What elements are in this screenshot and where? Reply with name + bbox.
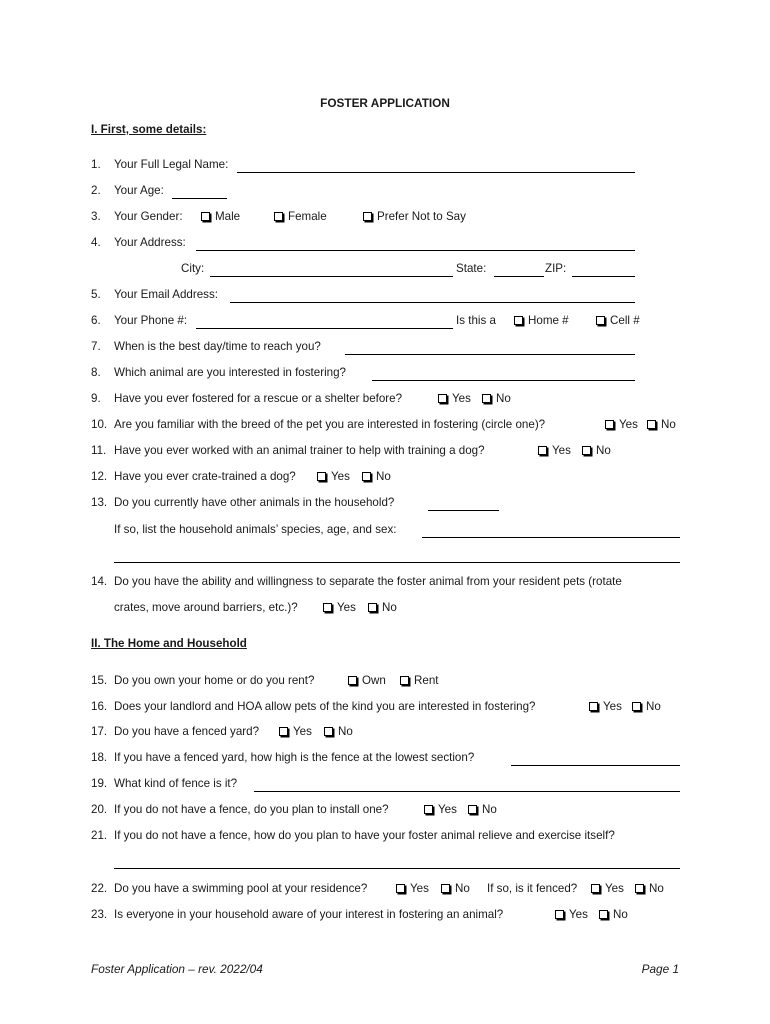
phone-home-option[interactable]: Home # bbox=[514, 314, 569, 327]
q22-label: Do you have a swimming pool at your residence? bbox=[114, 882, 368, 895]
q10-yes-option[interactable]: Yes bbox=[605, 418, 638, 431]
checkbox-icon bbox=[324, 727, 333, 736]
email-field[interactable] bbox=[230, 302, 635, 303]
relief-plan-field[interactable] bbox=[114, 868, 680, 869]
q20-number: 20. bbox=[91, 803, 108, 816]
checkbox-icon bbox=[605, 420, 614, 429]
q14-no-option[interactable]: No bbox=[368, 601, 397, 614]
q17-number: 17. bbox=[91, 725, 108, 738]
footer-page-number: Page 1 bbox=[641, 962, 679, 976]
q17-yes-option[interactable]: Yes bbox=[279, 725, 312, 738]
q14-number: 14. bbox=[91, 575, 108, 588]
q20-label: If you do not have a fence, do you plan to install one? bbox=[114, 803, 389, 816]
checkbox-icon bbox=[589, 702, 598, 711]
q21-number: 21. bbox=[91, 829, 108, 842]
checkbox-icon bbox=[591, 884, 600, 893]
checkbox-icon bbox=[468, 805, 477, 814]
q14-yes-option[interactable]: Yes bbox=[323, 601, 356, 614]
zip-field[interactable] bbox=[572, 276, 635, 277]
q16-yes-option[interactable]: Yes bbox=[589, 700, 622, 713]
household-animals-field-line2[interactable] bbox=[114, 562, 680, 563]
q9-label: Have you ever fostered for a rescue or a shelter before? bbox=[114, 392, 403, 405]
checkbox-icon bbox=[279, 727, 288, 736]
other-animals-field[interactable] bbox=[428, 510, 499, 511]
checkbox-icon bbox=[400, 676, 409, 685]
checkbox-icon bbox=[647, 420, 656, 429]
q3-label: Your Gender: bbox=[114, 210, 183, 223]
phone-type-label: Is this a bbox=[456, 314, 496, 327]
animal-interest-field[interactable] bbox=[372, 380, 635, 381]
q16-number: 16. bbox=[91, 700, 108, 713]
q1-label: Your Full Legal Name: bbox=[114, 158, 229, 171]
q15-own-option[interactable]: Own bbox=[348, 674, 386, 687]
q7-number: 7. bbox=[91, 340, 101, 353]
checkbox-icon bbox=[514, 316, 523, 325]
checkbox-icon bbox=[441, 884, 450, 893]
fence-height-field[interactable] bbox=[511, 765, 680, 766]
q23-no-option[interactable]: No bbox=[599, 908, 628, 921]
q1-number: 1. bbox=[91, 158, 101, 171]
q17-no-option[interactable]: No bbox=[324, 725, 353, 738]
q8-label: Which animal are you interested in fostering? bbox=[114, 366, 346, 379]
q2-number: 2. bbox=[91, 184, 101, 197]
footer-revision: Foster Application – rev. 2022/04 bbox=[91, 962, 263, 976]
city-field[interactable] bbox=[210, 276, 453, 277]
q12-no-option[interactable]: No bbox=[362, 470, 391, 483]
q22-number: 22. bbox=[91, 882, 108, 895]
full-name-field[interactable] bbox=[237, 172, 635, 173]
q22-fenced-label: If so, is it fenced? bbox=[487, 882, 578, 895]
checkbox-icon bbox=[599, 910, 608, 919]
q19-number: 19. bbox=[91, 777, 108, 790]
phone-field[interactable] bbox=[196, 328, 453, 329]
q13-number: 13. bbox=[91, 496, 108, 509]
q2-label: Your Age: bbox=[114, 184, 164, 197]
gender-male-option[interactable]: Male bbox=[201, 210, 240, 223]
q11-no-option[interactable]: No bbox=[582, 444, 611, 457]
q9-yes-option[interactable]: Yes bbox=[438, 392, 471, 405]
fence-kind-field[interactable] bbox=[254, 791, 680, 792]
household-animals-field[interactable] bbox=[422, 537, 680, 538]
q13-sub-label: If so, list the household animals’ species, age, and sex: bbox=[114, 523, 397, 536]
checkbox-icon bbox=[363, 212, 372, 221]
q12-yes-option[interactable]: Yes bbox=[317, 470, 350, 483]
q9-number: 9. bbox=[91, 392, 101, 405]
q19-label: What kind of fence is it? bbox=[114, 777, 238, 790]
q20-yes-option[interactable]: Yes bbox=[424, 803, 457, 816]
q17-label: Do you have a fenced yard? bbox=[114, 725, 260, 738]
checkbox-icon bbox=[317, 472, 326, 481]
checkbox-icon bbox=[368, 603, 377, 612]
q15-label: Do you own your home or do you rent? bbox=[114, 674, 315, 687]
q22-no-option[interactable]: No bbox=[441, 882, 470, 895]
q3-number: 3. bbox=[91, 210, 101, 223]
checkbox-icon bbox=[635, 884, 644, 893]
q11-label: Have you ever worked with an animal trainer to help with training a dog? bbox=[114, 444, 485, 457]
q12-label: Have you ever crate-trained a dog? bbox=[114, 470, 296, 483]
q16-no-option[interactable]: No bbox=[632, 700, 661, 713]
checkbox-icon bbox=[274, 212, 283, 221]
q7-label: When is the best day/time to reach you? bbox=[114, 340, 321, 353]
state-field[interactable] bbox=[494, 276, 544, 277]
q22-fenced-no-option[interactable]: No bbox=[635, 882, 664, 895]
gender-prefer-not-option[interactable]: Prefer Not to Say bbox=[363, 210, 466, 223]
best-time-field[interactable] bbox=[345, 354, 635, 355]
q10-number: 10. bbox=[91, 418, 108, 431]
section-heading-details: I. First, some details: bbox=[91, 123, 207, 136]
q14-label: Do you have the ability and willingness to separate the foster animal from your resident pets (rotate bbox=[114, 575, 622, 588]
form-title: FOSTER APPLICATION bbox=[320, 96, 450, 110]
q20-no-option[interactable]: No bbox=[468, 803, 497, 816]
q23-yes-option[interactable]: Yes bbox=[555, 908, 588, 921]
checkbox-icon bbox=[555, 910, 564, 919]
q15-rent-option[interactable]: Rent bbox=[400, 674, 439, 687]
q10-no-option[interactable]: No bbox=[647, 418, 676, 431]
checkbox-icon bbox=[438, 394, 447, 403]
q11-number: 11. bbox=[91, 444, 107, 457]
q10-label: Are you familiar with the breed of the pet you are interested in fostering (circle one)? bbox=[114, 418, 546, 431]
checkbox-icon bbox=[424, 805, 433, 814]
q5-number: 5. bbox=[91, 288, 101, 301]
q18-label: If you have a fenced yard, how high is the fence at the lowest section? bbox=[114, 751, 475, 764]
checkbox-icon bbox=[538, 446, 547, 455]
q5-label: Your Email Address: bbox=[114, 288, 218, 301]
q13-label: Do you currently have other animals in the household? bbox=[114, 496, 395, 509]
q15-number: 15. bbox=[91, 674, 108, 687]
q22-fenced-yes-option[interactable]: Yes bbox=[591, 882, 624, 895]
q22-yes-option[interactable]: Yes bbox=[396, 882, 429, 895]
checkbox-icon bbox=[632, 702, 641, 711]
q4-number: 4. bbox=[91, 236, 101, 249]
zip-label: ZIP: bbox=[545, 262, 567, 275]
age-field[interactable] bbox=[172, 198, 227, 199]
q23-number: 23. bbox=[91, 908, 108, 921]
q16-label: Does your landlord and HOA allow pets of the kind you are interested in fostering? bbox=[114, 700, 536, 713]
q4-label: Your Address: bbox=[114, 236, 186, 249]
q23-label: Is everyone in your household aware of your interest in fostering an animal? bbox=[114, 908, 504, 921]
city-label: City: bbox=[181, 262, 205, 275]
q8-number: 8. bbox=[91, 366, 101, 379]
checkbox-icon bbox=[596, 316, 605, 325]
checkbox-icon bbox=[482, 394, 491, 403]
section-heading-home: II. The Home and Household bbox=[91, 637, 247, 650]
checkbox-icon bbox=[348, 676, 357, 685]
checkbox-icon bbox=[396, 884, 405, 893]
state-label: State: bbox=[456, 262, 487, 275]
phone-cell-option[interactable]: Cell # bbox=[596, 314, 640, 327]
q12-number: 12. bbox=[91, 470, 108, 483]
checkbox-icon bbox=[362, 472, 371, 481]
q6-number: 6. bbox=[91, 314, 101, 327]
q14-label-line2: crates, move around barriers, etc.)? bbox=[114, 601, 298, 614]
checkbox-icon bbox=[201, 212, 210, 221]
q11-yes-option[interactable]: Yes bbox=[538, 444, 571, 457]
checkbox-icon bbox=[323, 603, 332, 612]
gender-female-option[interactable]: Female bbox=[274, 210, 327, 223]
q18-number: 18. bbox=[91, 751, 108, 764]
q21-label: If you do not have a fence, how do you plan to have your foster animal relieve and exercise itself? bbox=[114, 829, 615, 842]
address-field[interactable] bbox=[196, 250, 635, 251]
q9-no-option[interactable]: No bbox=[482, 392, 511, 405]
q6-label: Your Phone #: bbox=[114, 314, 188, 327]
checkbox-icon bbox=[582, 446, 591, 455]
